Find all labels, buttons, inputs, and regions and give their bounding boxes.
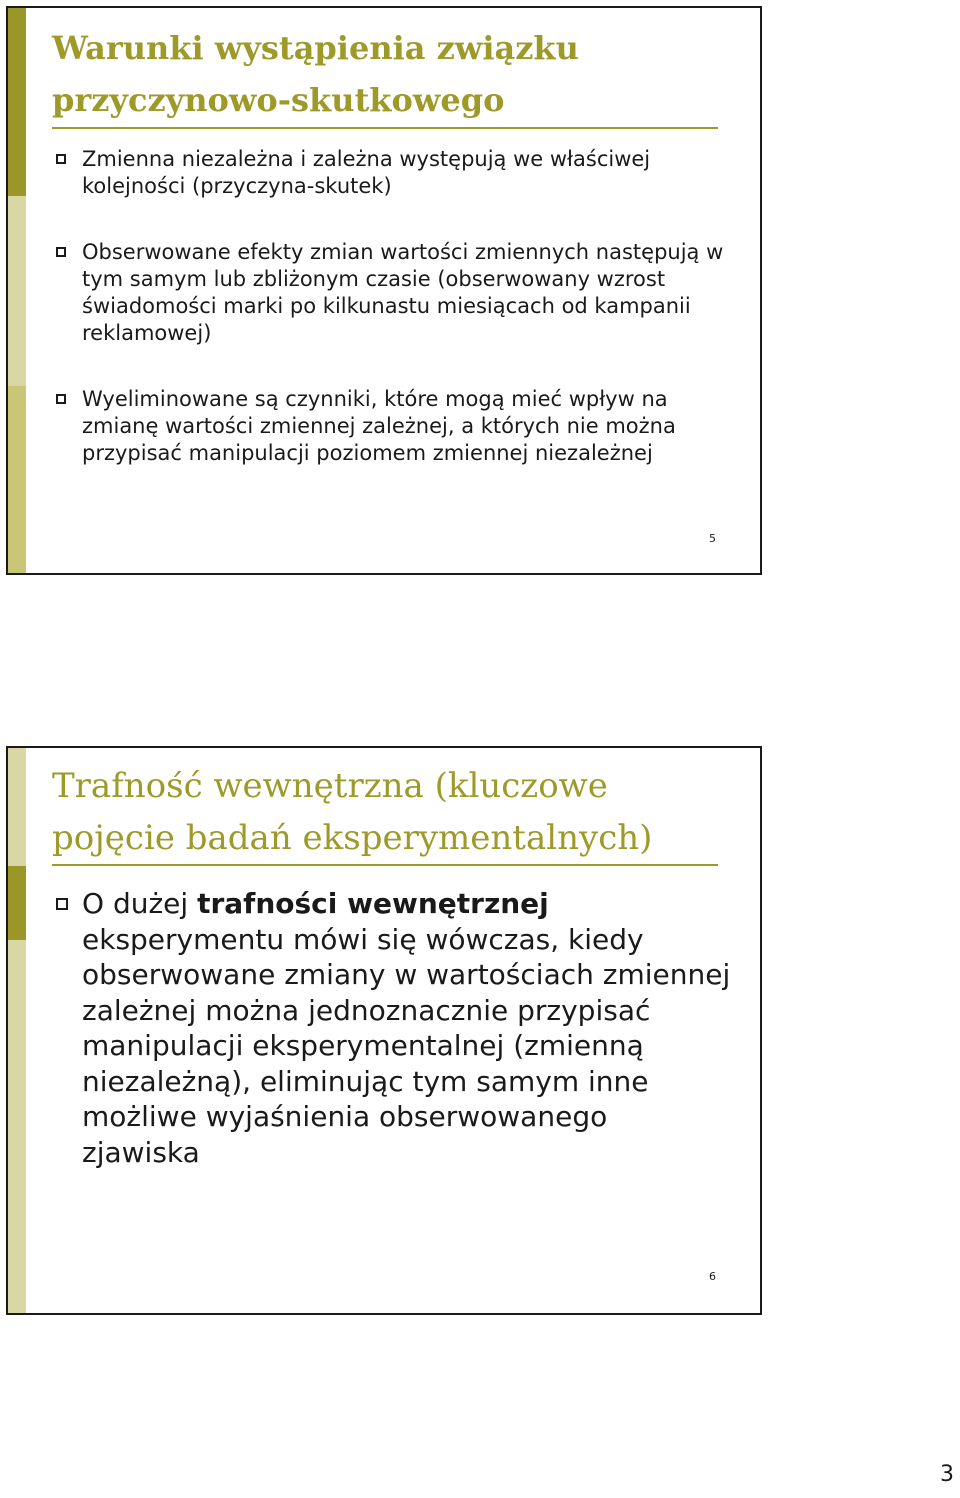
slide-title: Trafność wewnętrzna (kluczowe pojęcie badań eksperymentalnych) bbox=[52, 766, 653, 858]
slide-sidebar-decoration bbox=[8, 748, 26, 1313]
square-bullet-icon bbox=[56, 247, 66, 257]
slide-page-number: 5 bbox=[709, 532, 716, 545]
list-item bbox=[52, 886, 732, 1170]
bullet-text: Wyeliminowane są czynniki, które mogą mieć wpływ na zmianę wartości zmiennej zależnej, a których nie można przypisać manipulacji poziomem zmiennej niezależnej bbox=[82, 387, 676, 465]
bullet-text-prefix: O dużej bbox=[82, 887, 198, 920]
sheet-page-number: 3 bbox=[940, 1462, 954, 1487]
square-bullet-icon bbox=[56, 898, 68, 910]
slide-6 bbox=[6, 746, 762, 1315]
slide-page-number: 6 bbox=[709, 1270, 716, 1283]
bullet-text: Obserwowane efekty zmian wartości zmiennych następują w tym samym lub zbliżonym czasie (obserwowany wzrost świadomości marki po kilkunastu miesiącach od kampanii reklamowej) bbox=[82, 240, 724, 345]
square-bullet-icon bbox=[56, 154, 66, 164]
bullet-text-rest: eksperymentu mówi się wówczas, kiedy obserwowane zmiany w wartościach zmiennej zależnej można jednoznacznie przypisać manipulacji eksperymentalnej (zmienną niezależną), eliminując tym samym inne możliwe wyjaśnienia obserwowanego zjawiska bbox=[82, 922, 731, 1169]
bullet-list bbox=[52, 146, 732, 506]
bullet-list bbox=[52, 886, 732, 1170]
title-divider bbox=[52, 127, 718, 129]
square-bullet-icon bbox=[56, 394, 66, 404]
title-divider bbox=[52, 864, 718, 866]
list-item bbox=[52, 386, 732, 467]
bullet-text: Zmienna niezależna i zależna występują we właściwej kolejności (przyczyna-skutek) bbox=[82, 147, 651, 198]
slide-sidebar-decoration bbox=[8, 8, 26, 573]
list-item bbox=[52, 239, 732, 347]
slide-title: Warunki wystąpienia związku przyczynowo-skutkowego bbox=[52, 29, 579, 119]
slide-5 bbox=[6, 6, 762, 575]
list-item bbox=[52, 146, 732, 200]
bullet-text-emphasis: trafności wewnętrznej bbox=[197, 887, 549, 920]
